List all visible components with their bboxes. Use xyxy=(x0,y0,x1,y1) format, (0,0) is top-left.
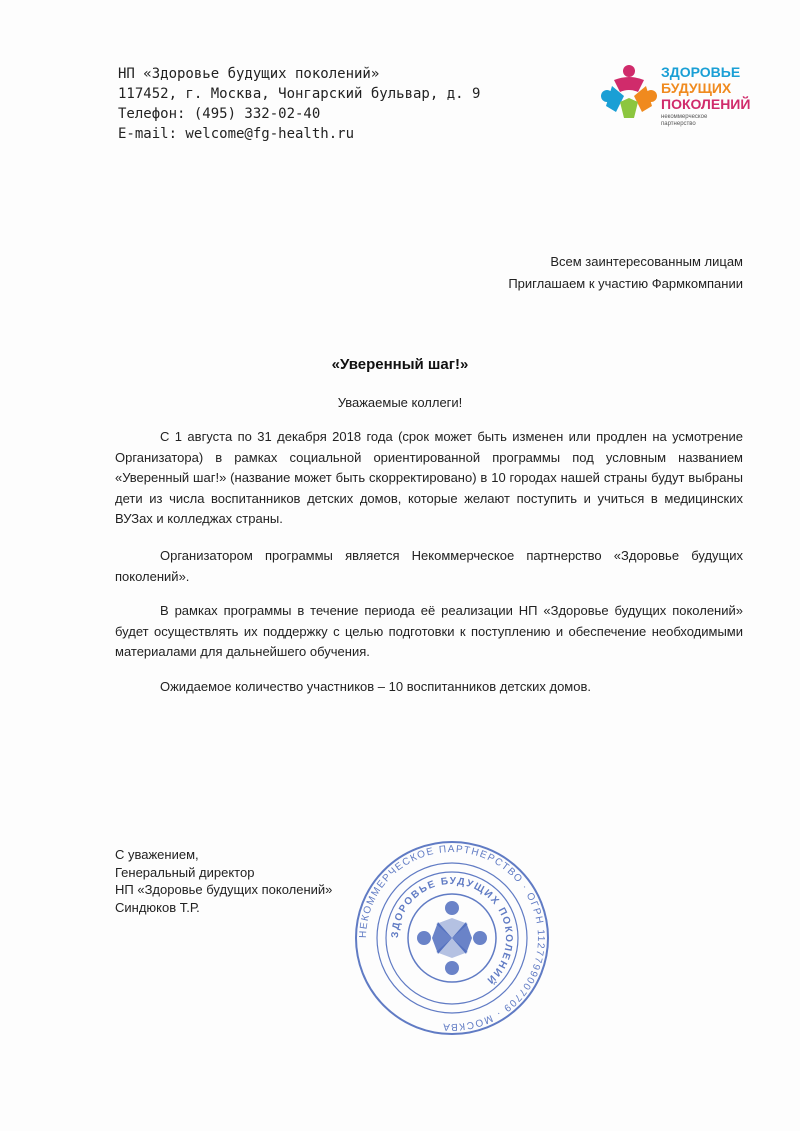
signature-name: Синдюков Т.Р. xyxy=(115,899,200,915)
letter-title: «Уверенный шаг!» xyxy=(331,356,469,373)
addressee-line-1: Всем заинтересованным лицам xyxy=(550,254,743,269)
organization-stamp xyxy=(352,838,552,1038)
sender-address: 117452, г. Москва, Чонгарский бульвар, д. 9 xyxy=(118,86,481,102)
greeting: Уважаемые коллеги! xyxy=(337,395,463,410)
paragraph-1 xyxy=(115,427,743,530)
stamp-emblem-icon xyxy=(417,901,487,975)
logo-text xyxy=(661,64,750,128)
paragraph-2 xyxy=(115,546,743,587)
logo-line-2: БУДУЩИХ xyxy=(661,80,732,96)
signature-position: Генеральный директор xyxy=(115,864,255,880)
paragraph-4 xyxy=(115,677,743,698)
logo-line-3: ПОКОЛЕНИЙ xyxy=(661,96,751,112)
logo-line-1: ЗДОРОВЬЕ xyxy=(661,64,741,80)
paragraph-3-text: В рамках программы в течение периода её реализации НП «Здоровье будущих поколений» будет осуществлять их поддержку с целью подготовки к поступлению и обеспечение необходимыми материалами для дальнейшего обучения. xyxy=(115,603,743,659)
paragraph-1-text: С 1 августа по 31 декабря 2018 года (срок может быть изменен или продлен на усмотрение Организатора) в рамках социальной ориентированной программы под условным названием «Уверенный шаг!» (название может быть скорректировано) в 10 городах нашей страны будут выбраны дети из числа воспитанников детских домов, которые желают поступить и учиться в медицинских ВУЗах и колледжах страны. xyxy=(115,429,743,526)
logo-subtitle: некоммерческое партнерство xyxy=(661,114,708,127)
organization-logo xyxy=(598,58,751,138)
stamp-outer-text: НЕКОММЕРЧЕСКОЕ ПАРТНЕРСТВО · ОГРН 1127799007709 · МОСКВА xyxy=(357,843,547,1033)
sender-phone: Телефон: (495) 332-02-40 xyxy=(118,106,321,122)
signature-block xyxy=(115,846,332,916)
paragraph-3 xyxy=(115,601,743,663)
addressee-line-2: Приглашаем к участию Фармкомпании xyxy=(508,276,743,291)
sender-header xyxy=(118,64,480,144)
addressee-block xyxy=(508,251,743,295)
paragraph-2-text: Организатором программы является Некоммерческое партнерство «Здоровье будущих поколений». xyxy=(115,548,743,584)
signature-org: НП «Здоровье будущих поколений» xyxy=(115,882,333,897)
logo-figures-icon xyxy=(598,62,660,124)
paragraph-4-text: Ожидаемое количество участников – 10 воспитанников детских домов. xyxy=(160,679,591,694)
signature-closing: С уважением, xyxy=(115,847,199,862)
sender-org-name: НП «Здоровье будущих поколений» xyxy=(118,66,380,82)
stamp-inner-text: ЗДОРОВЬЕ БУДУЩИХ ПОКОЛЕНИЙ xyxy=(389,875,515,987)
sender-email: E-mail: welcome@fg-health.ru xyxy=(118,126,355,142)
